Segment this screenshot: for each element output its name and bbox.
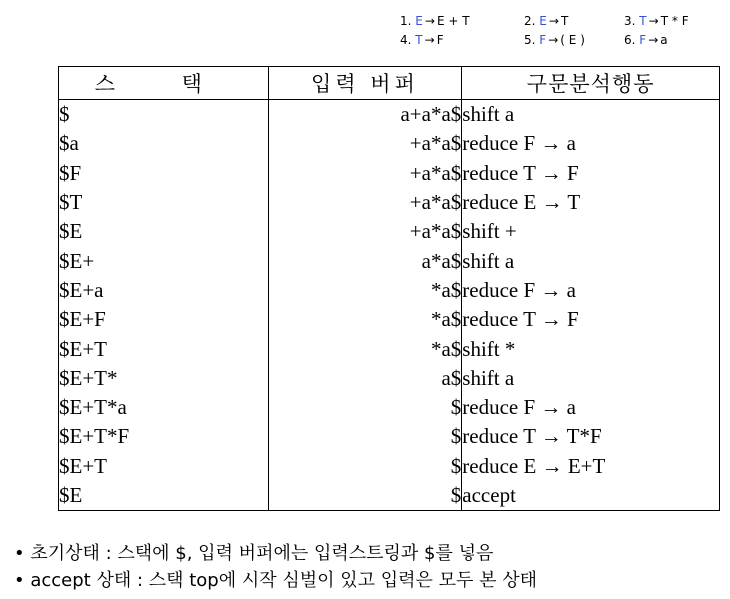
action-cell: shift a [462, 100, 720, 130]
table-header-row [59, 67, 720, 100]
header-parse-action [462, 67, 720, 100]
rule-rhs-symbol: + [448, 14, 459, 28]
arrow-icon: → [648, 33, 659, 47]
rule-rhs-symbol: E [436, 14, 445, 28]
input-buffer-cell: +a*a$ [268, 217, 462, 246]
action-cell: reduce F → a [462, 129, 720, 158]
table-row [59, 305, 720, 334]
action-cell: reduce E → E+T [462, 452, 720, 481]
action-cell: reduce T → T*F [462, 422, 720, 451]
stack-cell: $E [59, 481, 269, 511]
input-buffer-cell: *a$ [268, 305, 462, 334]
rule-number: 1. [400, 14, 412, 28]
action-cell: reduce F → a [462, 393, 720, 422]
stack-cell: $E+F [59, 305, 269, 334]
grammar-rule-3 [624, 12, 720, 31]
input-buffer-cell: *a$ [268, 276, 462, 305]
notes [14, 540, 537, 594]
table-row [59, 188, 720, 217]
rule-lhs: F [539, 33, 547, 47]
stack-cell: $E+T [59, 452, 269, 481]
rule-number: 6. [624, 33, 636, 47]
note-initial-state: • 초기상태 : 스택에 $, 입력 버퍼에는 입력스트링과 $를 넣음 [14, 540, 537, 567]
stack-cell: $F [59, 159, 269, 188]
rule-rhs-symbol: T [462, 14, 470, 28]
rule-lhs: E [539, 14, 547, 28]
input-buffer-cell: a*a$ [268, 246, 462, 275]
grammar-rule-6 [624, 31, 720, 50]
table-row [59, 334, 720, 363]
stack-cell: $T [59, 188, 269, 217]
rule-lhs: F [639, 33, 647, 47]
table-row [59, 364, 720, 393]
rule-lhs: T [639, 14, 647, 28]
input-buffer-cell: $ [268, 393, 462, 422]
grammar-rule-2 [524, 12, 624, 31]
table-row [59, 452, 720, 481]
rule-rhs-symbol: T [660, 14, 669, 28]
stack-cell: $E+a [59, 276, 269, 305]
header-stack-label: 스 택 [94, 72, 232, 96]
rule-rhs-symbol: ) [580, 33, 585, 47]
grammar-rule-1 [400, 12, 524, 31]
arrow-icon: → [424, 33, 435, 47]
stack-cell: $E+T*F [59, 422, 269, 451]
table-row [59, 276, 720, 305]
arrow-icon: → [648, 14, 659, 28]
stack-cell: $E+T*a [59, 393, 269, 422]
rule-rhs-symbol: * [671, 14, 678, 28]
action-cell: reduce E → T [462, 188, 720, 217]
table-body [59, 100, 720, 511]
input-buffer-cell: +a*a$ [268, 159, 462, 188]
stack-cell: $E+T* [59, 364, 269, 393]
table-row [59, 159, 720, 188]
table-row [59, 393, 720, 422]
action-cell: shift a [462, 246, 720, 275]
header-input-buffer [268, 67, 462, 100]
action-cell: shift * [462, 334, 720, 363]
rule-lhs: E [415, 14, 423, 28]
input-buffer-cell: $ [268, 422, 462, 451]
rule-rhs-symbol: T [560, 14, 569, 28]
arrow-icon: → [424, 14, 435, 28]
stack-cell: $a [59, 129, 269, 158]
header-input-label: 입력 버퍼 [311, 72, 419, 96]
action-cell: reduce T → F [462, 159, 720, 188]
header-action-label: 구문분석행동 [526, 72, 655, 96]
stack-cell: $E+T [59, 334, 269, 363]
parse-trace-table [58, 66, 720, 511]
rule-rhs-symbol: F [436, 33, 444, 47]
action-cell: accept [462, 481, 720, 511]
input-buffer-cell: a$ [268, 364, 462, 393]
rule-rhs-symbol: a [660, 33, 668, 47]
action-cell: shift + [462, 217, 720, 246]
grammar-row-2 [400, 31, 720, 50]
rule-rhs-symbol: F [681, 14, 689, 28]
rule-rhs-symbol: E [568, 33, 577, 47]
grammar-rule-5 [524, 31, 624, 50]
arrow-icon: → [548, 33, 559, 47]
rule-number: 2. [524, 14, 536, 28]
rule-number: 3. [624, 14, 636, 28]
input-buffer-cell: +a*a$ [268, 188, 462, 217]
stack-cell: $E+ [59, 246, 269, 275]
input-buffer-cell: a+a*a$ [268, 100, 462, 130]
table-row [59, 246, 720, 275]
table-row [59, 129, 720, 158]
action-cell: reduce T → F [462, 305, 720, 334]
stack-cell: $E [59, 217, 269, 246]
action-cell: shift a [462, 364, 720, 393]
grammar-row-1 [400, 12, 720, 31]
table-row [59, 481, 720, 511]
note-accept-state: • accept 상태 : 스택 top에 시작 심벌이 있고 입력은 모두 본 상태 [14, 567, 537, 594]
table-row [59, 217, 720, 246]
grammar-rules [400, 12, 720, 50]
table-row [59, 100, 720, 130]
grammar-rule-4 [400, 31, 524, 50]
stack-cell: $ [59, 100, 269, 130]
table-row [59, 422, 720, 451]
input-buffer-cell: +a*a$ [268, 129, 462, 158]
action-cell: reduce F → a [462, 276, 720, 305]
input-buffer-cell: $ [268, 481, 462, 511]
input-buffer-cell: *a$ [268, 334, 462, 363]
rule-rhs-symbol: ( [560, 33, 565, 47]
header-stack [59, 67, 269, 100]
rule-lhs: T [415, 33, 423, 47]
arrow-icon: → [548, 14, 559, 28]
rule-number: 5. [524, 33, 536, 47]
input-buffer-cell: $ [268, 452, 462, 481]
rule-number: 4. [400, 33, 412, 47]
